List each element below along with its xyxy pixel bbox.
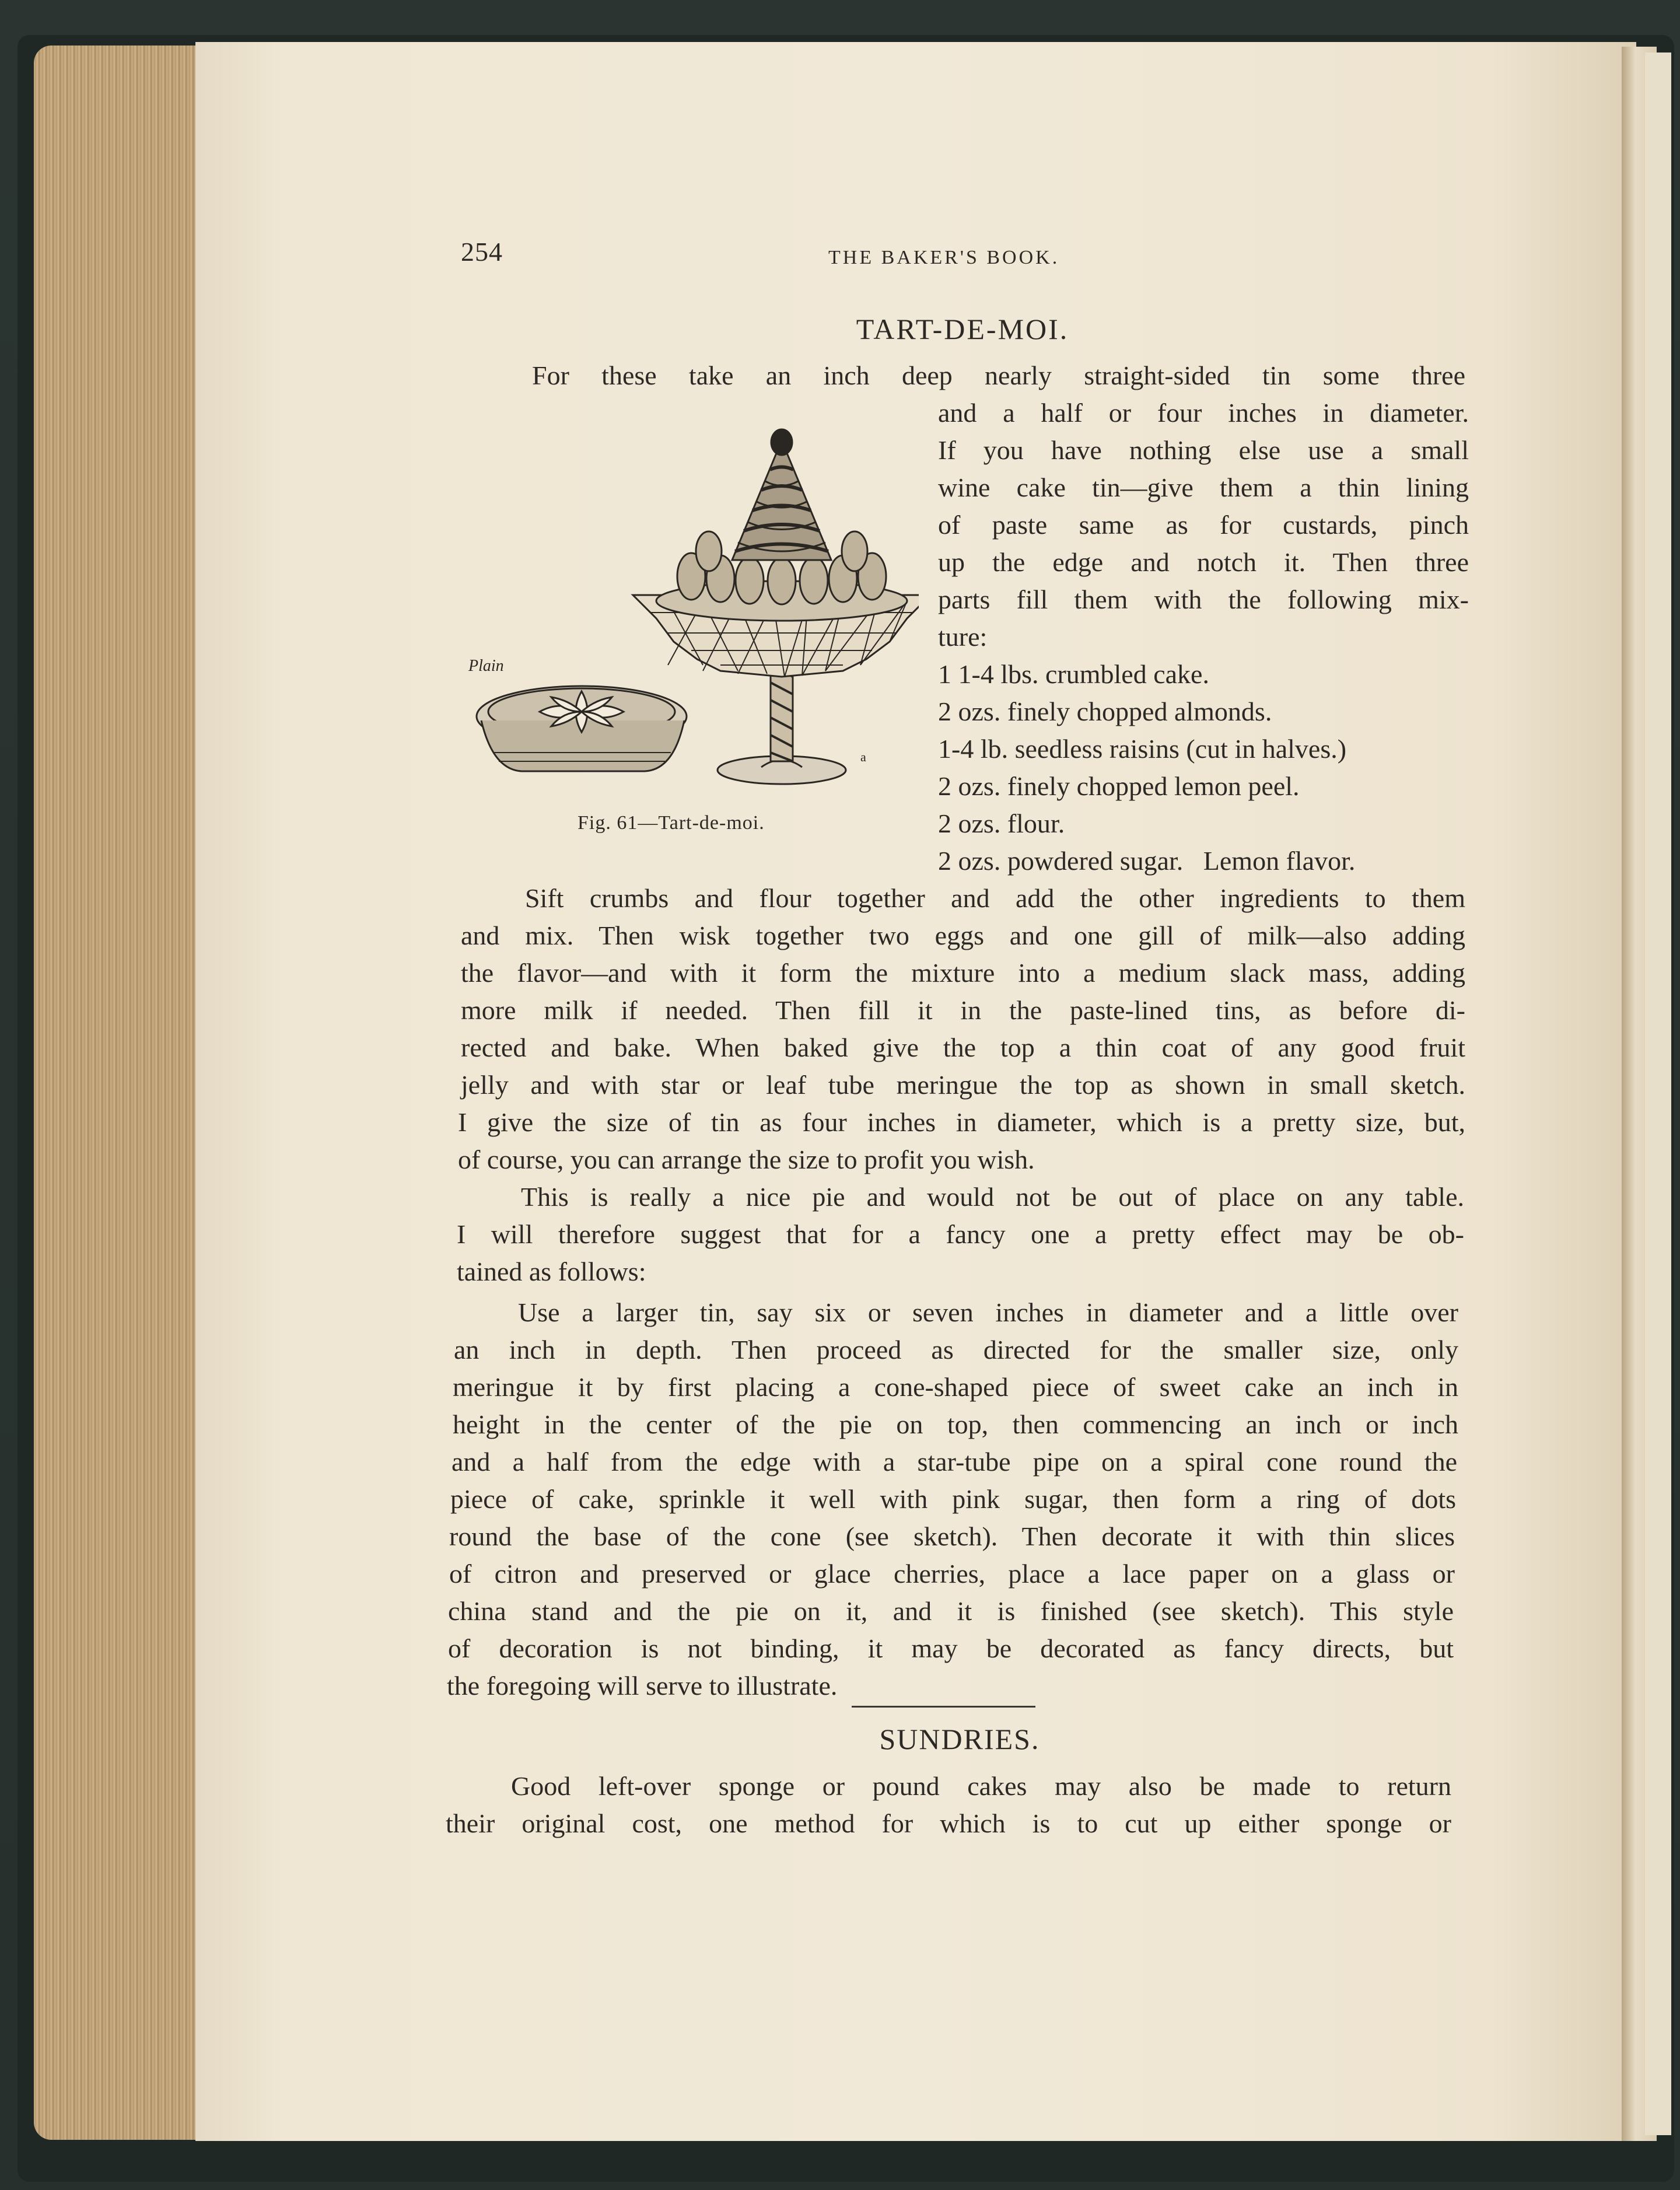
paragraph-line: their original cost, one method for which is to cut up either sponge or: [446, 1808, 1451, 1838]
ingredient-line: 2 ozs. finely chopped almonds.: [938, 697, 1272, 726]
paragraph-line: I give the size of tin as four inches in diameter, which is a pretty size, but,: [458, 1107, 1465, 1137]
intro-line: wine cake tin—give them a thin lining: [938, 473, 1469, 502]
tart-engraving: [458, 426, 919, 788]
intro-line: parts fill them with the following mix-: [938, 585, 1469, 614]
paragraph-line: piece of cake, sprinkle it well with pink sugar, then form a ring of dots: [450, 1484, 1456, 1514]
ingredient-line: 1 1-4 lbs. crumbled cake.: [938, 659, 1209, 689]
intro-line: and a half or four inches in diameter.: [938, 398, 1469, 428]
svg-text:a: a: [860, 750, 866, 764]
paragraph-line: an inch in depth. Then proceed as directed for the smaller size, only: [454, 1335, 1458, 1365]
ingredient-line: 2 ozs. powdered sugar. Lemon flavor.: [938, 846, 1356, 876]
paragraph-line: Sift crumbs and flour together and add the other ingredients to them: [525, 883, 1465, 913]
paragraph-line: jelly and with star or leaf tube meringue the top as shown in small sketch.: [461, 1070, 1465, 1100]
paragraph-line: and a half from the edge with a star-tube pipe on a spiral cone round the: [452, 1447, 1457, 1477]
page-stack-edge: [34, 46, 220, 2140]
figure-small-label: Plain: [468, 657, 504, 675]
running-title: THE BAKER'S BOOK.: [828, 247, 1060, 268]
facing-page-edge: [1645, 53, 1671, 2135]
paragraph-line: Use a larger tin, say six or seven inches in diameter and a little over: [518, 1297, 1458, 1327]
paragraph-line: height in the center of the pie on top, then commencing an inch or inch: [453, 1409, 1458, 1439]
paragraph-line: china stand and the pie on it, and it is finished (see sketch). This style: [448, 1596, 1454, 1626]
tart-de-moi-illustration: [458, 426, 919, 788]
paragraph-line: Good left-over sponge or pound cakes may also be made to return: [511, 1771, 1451, 1801]
paragraph-line: of citron and preserved or glace cherries, place a lace paper on a glass or: [449, 1559, 1455, 1589]
subsection-title: SUNDRIES.: [879, 1723, 1040, 1755]
intro-line: ture:: [938, 622, 988, 652]
figure-caption: Fig. 61—Tart-de-moi.: [578, 812, 765, 834]
paragraph-line: the foregoing will serve to illustrate.: [447, 1671, 838, 1701]
paragraph-line: of course, you can arrange the size to profit you wish.: [458, 1145, 1035, 1174]
paragraph-line: more milk if needed. Then fill it in the paste-lined tins, as before di-: [461, 995, 1465, 1025]
paragraph-line: tained as follows:: [457, 1257, 646, 1286]
paragraph-line: I will therefore suggest that for a fancy one a pretty effect may be ob-: [457, 1219, 1464, 1249]
ingredient-line: 2 ozs. flour.: [938, 809, 1065, 838]
paragraph-line: meringue it by first placing a cone-shaped piece of sweet cake an inch in: [453, 1372, 1458, 1402]
paragraph-line: of decoration is not binding, it may be decorated as fancy directs, but: [448, 1633, 1454, 1663]
paragraph-line: the flavor—and with it form the mixture into a medium slack mass, adding: [461, 958, 1465, 988]
intro-line: For these take an inch deep nearly straight-sided tin some three: [532, 361, 1465, 390]
paragraph-line: rected and bake. When baked give the top a thin coat of any good fruit: [461, 1033, 1465, 1062]
ingredient-line: 1-4 lb. seedless raisins (cut in halves.): [938, 734, 1347, 764]
page-header: [461, 236, 1452, 271]
section-divider: [852, 1706, 1035, 1708]
section-title: TART-DE-MOI.: [856, 313, 1069, 345]
intro-line: If you have nothing else use a small: [938, 435, 1469, 465]
ingredient-line: 2 ozs. finely chopped lemon peel.: [938, 771, 1300, 801]
intro-line: up the edge and notch it. Then three: [938, 547, 1469, 577]
intro-line: of paste same as for custards, pinch: [938, 510, 1469, 540]
paragraph-line: This is really a nice pie and would not be out of place on any table.: [521, 1182, 1464, 1212]
paragraph-line: and mix. Then wisk together two eggs and one gill of milk—also adding: [461, 921, 1465, 950]
paragraph-line: round the base of the cone (see sketch). Then decorate it with thin slices: [449, 1521, 1455, 1551]
page-number: 254: [461, 237, 503, 267]
